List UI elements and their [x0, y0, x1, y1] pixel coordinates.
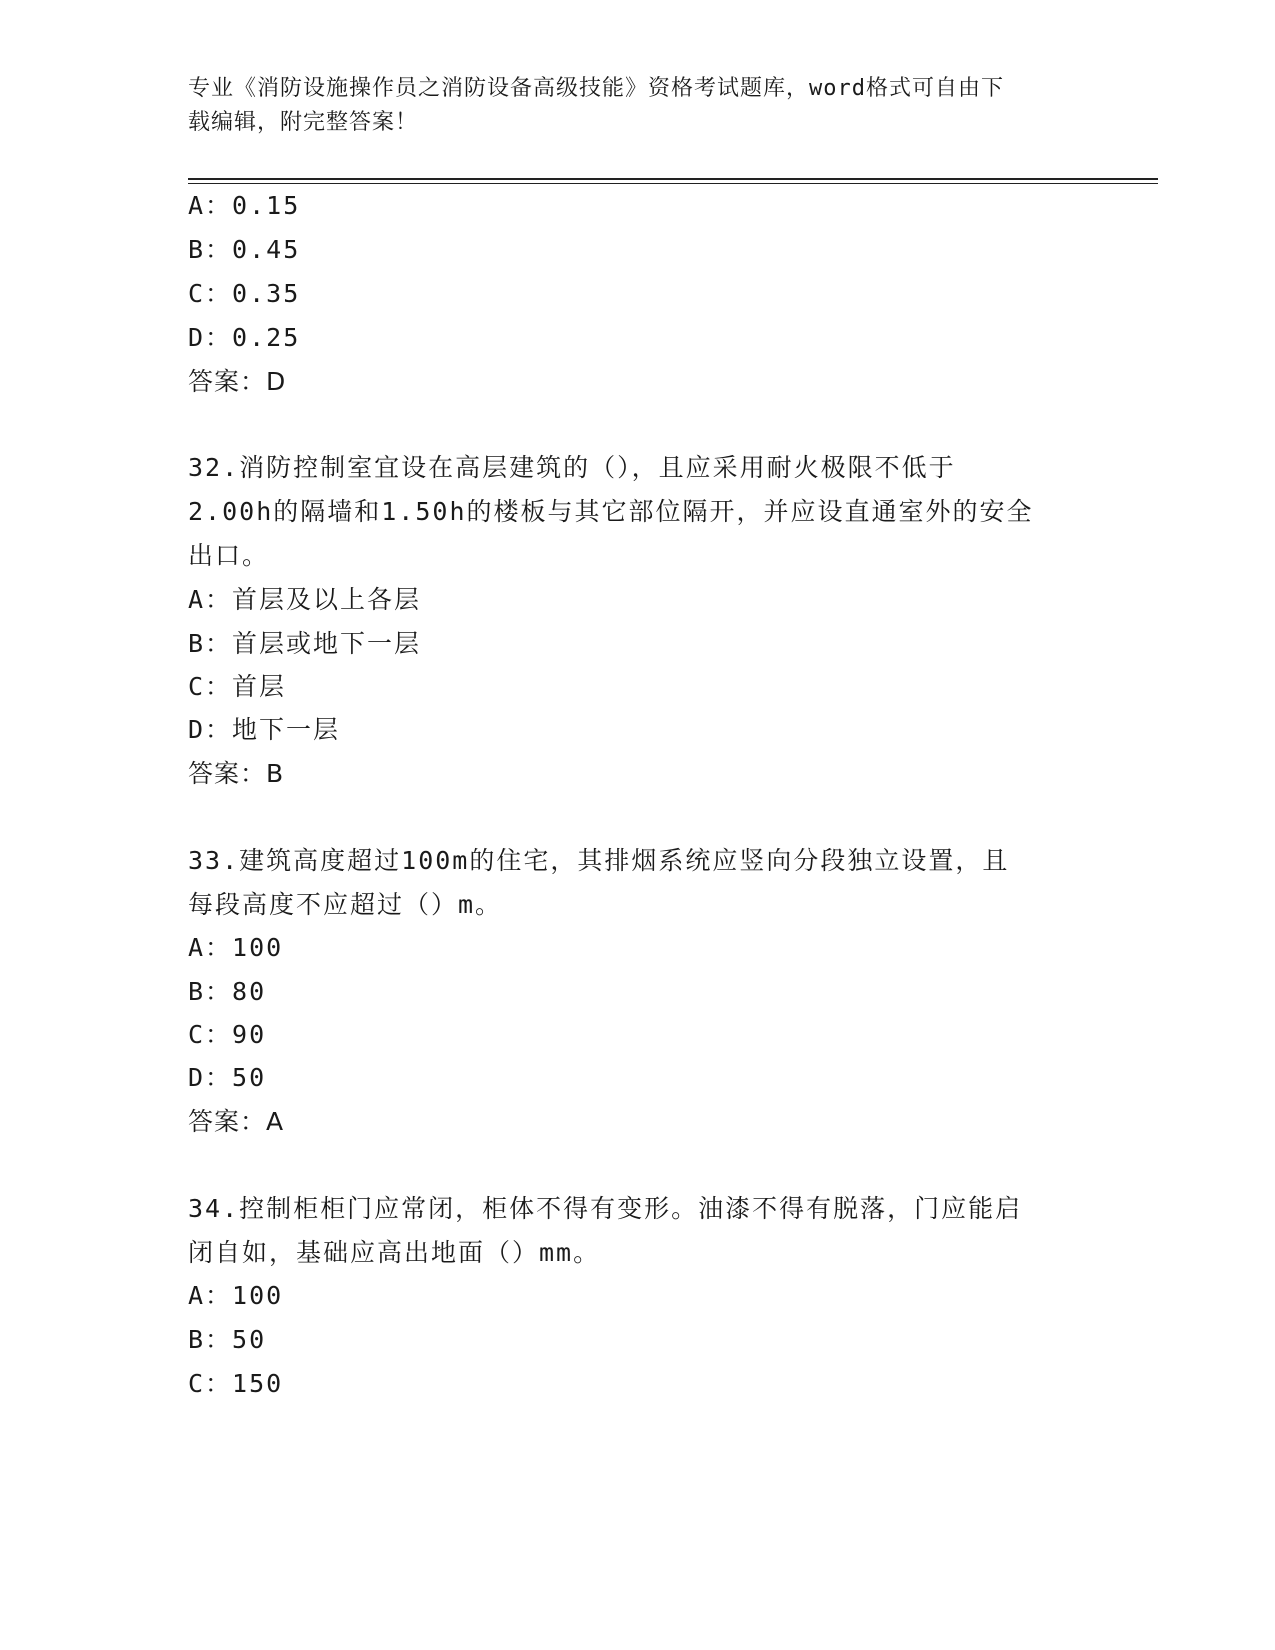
- q34-stem-line-2: 闭自如，基础应高出地面（）mm。: [188, 1238, 601, 1267]
- q34-option-a: A：100: [188, 1281, 284, 1310]
- q32-option-d: D：地下一层: [188, 715, 341, 744]
- q31-option-a: A：0.15: [188, 191, 301, 220]
- header-divider-thick: [188, 178, 1158, 180]
- q34-option-c: C：150: [188, 1369, 284, 1398]
- q32-option-a: A：首层及以上各层: [188, 585, 422, 614]
- q34-stem-line-1: 34.控制柜柜门应常闭，柜体不得有变形。油漆不得有脱落，门应能启: [188, 1194, 1023, 1223]
- q31-option-b: B：0.45: [188, 235, 301, 264]
- q33-option-d: D：50: [188, 1063, 267, 1092]
- header-line-2: 载编辑，附完整答案！: [188, 110, 419, 135]
- header-line-1: 专业《消防设施操作员之消防设备高级技能》资格考试题库，word格式可自由下: [188, 76, 1004, 101]
- q33-stem-line-1: 33.建筑高度超过100m的住宅，其排烟系统应竖向分段独立设置，且: [188, 846, 1010, 875]
- document-header: [188, 72, 1068, 140]
- q33-answer: 答案：A: [188, 1107, 285, 1136]
- q31-option-c: C：0.35: [188, 279, 301, 308]
- q32-option-c: C：首层: [188, 672, 287, 701]
- q32-stem-line-3: 出口。: [188, 541, 270, 570]
- q32-answer: 答案：B: [188, 759, 285, 788]
- header-divider-thin: [188, 183, 1158, 184]
- q31-answer: 答案：D: [188, 367, 287, 396]
- q33-option-c: C：90: [188, 1020, 267, 1049]
- q32-stem-line-2: 2.00h的隔墙和1.50h的楼板与其它部位隔开，并应设直通室外的安全: [188, 497, 1034, 526]
- q33-option-b: B：80: [188, 977, 267, 1006]
- q32-stem-line-1: 32.消防控制室宜设在高层建筑的（），且应采用耐火极限不低于: [188, 453, 956, 482]
- q32-option-b: B：首层或地下一层: [188, 629, 422, 658]
- q33-option-a: A：100: [188, 933, 284, 962]
- q31-option-d: D：0.25: [188, 323, 301, 352]
- q34-option-b: B：50: [188, 1325, 267, 1354]
- q33-stem-line-2: 每段高度不应超过（）m。: [188, 890, 503, 919]
